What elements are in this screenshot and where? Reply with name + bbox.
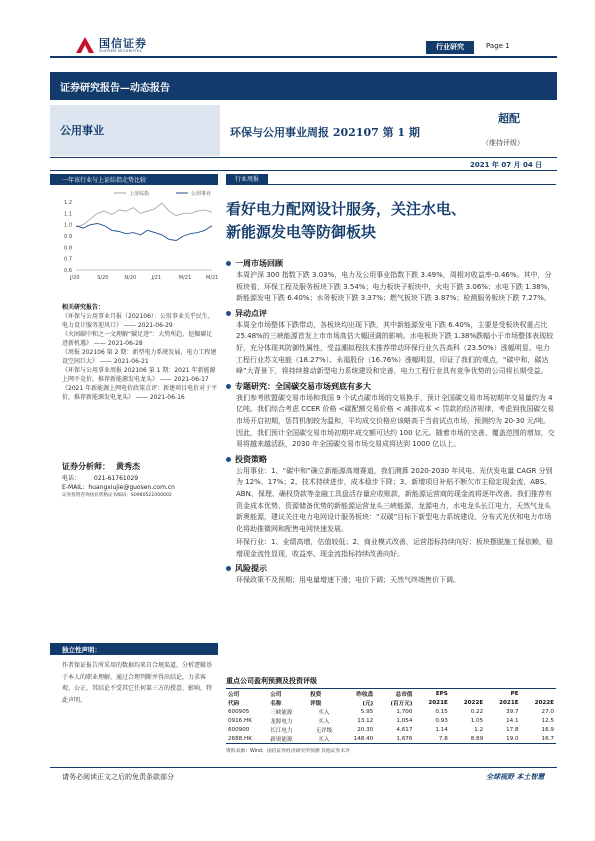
table-cell: 0.15 [435, 708, 448, 715]
related-report-date: 2021-06-21 [113, 358, 149, 365]
report-section [226, 258, 556, 305]
table-cell: 三峡能源 [270, 709, 293, 716]
disclaimer-heading: 独立性声明： [50, 643, 218, 655]
section-title: 一周市场回顾 [226, 258, 556, 269]
phone-label: 电话： [62, 475, 81, 482]
analyst-cert: 证券投资咨询执业资格证书编码：S0980521060002 [62, 493, 172, 498]
table-header-cell: 2021E [428, 699, 448, 706]
table-cell: 14.1 [506, 717, 519, 724]
analyst-phone: 021-61761029 [94, 475, 139, 482]
table-cell: 买入 [318, 718, 330, 725]
section-paragraph: 公用事业：1、“碳中和”确立新能源高增赛道，我们测算 2020-2030 年风电、光伏发电量 CAGR 分别为 12%、17%；2、技术持续进步，成本稳步下降；3、新增项目补贴不断欠市主稳定现金流，ABS、ABN、保理、确权贷款等金融工具盘活存量应收账款，新能源运营商的现金流将逐年改善。我们推荐有资金成本优势、资源储备优势的新能源运营龙头三峡能源、龙源电力，水电龙头长江电力，天然气龙头新奥能源，建议关注电力电网设计服务板块：“双碳”目标下新型电力系统建设、分布式光伏和电力市场化将助推微网和配售电网快速发展。 [236, 466, 553, 533]
page-number: Page 1 [486, 42, 510, 50]
x-tick-label: M/21 [206, 275, 219, 281]
table-header-cell: 2021E [499, 699, 519, 706]
related-reports [62, 303, 218, 402]
report-section [226, 308, 556, 378]
section-title: 风险提示 [226, 563, 556, 574]
report-body [226, 258, 556, 590]
related-report-item[interactable] [62, 312, 218, 330]
bullet-icon [226, 457, 231, 462]
table-header-cell: 名称 [270, 700, 282, 707]
related-heading: 相关研究报告： [62, 304, 105, 311]
y-tick-label: 0.6 [64, 268, 72, 274]
sidebar-chart-heading: 一年该行业与上证综指走势比较 [50, 174, 218, 185]
legend-utilities: 公用事业 [191, 191, 212, 197]
report-title: 环保与公用事业周报 202107 第 1 期 [230, 126, 420, 139]
section-title: 异动点评 [226, 308, 556, 319]
report-type-banner [50, 72, 557, 100]
separator-dash: —— [134, 394, 150, 401]
x-tick-label: N/20 [124, 275, 137, 281]
table-cell: 7.8 [438, 735, 448, 742]
table-cell: 8.89 [470, 735, 484, 742]
bullet-icon [226, 311, 231, 316]
table-cell: 0.22 [470, 708, 484, 715]
bullet-icon [226, 261, 231, 266]
bullet-icon [226, 384, 231, 389]
analyst-heading: 证券分析师： [62, 462, 110, 471]
table-cell: 17.8 [506, 726, 519, 733]
report-section [226, 381, 556, 451]
separator-dash: —— [122, 322, 138, 329]
section-paragraph: 我们参考欧盟碳交易市场和我国 9 个试点碳市场的交易换手，预计全国碳交易市场初期年交易量约为 4 亿吨。我们综合考虑 CCER 价格 <碳配额交易价格 < 减排成本 < 罚款的经济规律，考虑到我国碳交易市场开启初期，惩罚机制较为温和，平均成交价格应该略高于当前试点市场，预测约为 20-30 元/吨。因此，我们预计全国碳交易市场初期年成交额可达约 100 亿元。随着市场的完善、覆盖范围的增加，交易将越来越活跃，2030 年全国碳交易市场交易成将达到 1000 亿以上。 [236, 393, 555, 449]
table-cell: 0.93 [435, 717, 448, 724]
legend-shanghai: 上证综指 [129, 191, 150, 197]
table-header-cell: 公司 [228, 691, 240, 698]
table-header-cell: 2022E [534, 699, 554, 706]
table-cell: 600900 [228, 726, 250, 733]
table-cell: 0916.HK [228, 717, 252, 724]
logo-en-text: GUOSEN SECURITIES [99, 49, 142, 53]
table-header-cell [521, 689, 556, 698]
related-report-item[interactable] [62, 384, 218, 402]
headline-line2: 新能源发电等防御板块 [226, 223, 377, 241]
y-tick-label: 0.7 [64, 256, 72, 263]
section-paragraph: 环保行业：1、业绩高增，估值较低；2、商业模式改善，运营指标持续向好；板块摆脱施工保依赖，稳增现金流性显现，收益率、现金流指标持续改善向好。 [236, 538, 553, 558]
section-title: 专题研究：全国碳交易市场到底有多大 [226, 381, 556, 392]
table-header-cell: 公司 [270, 691, 282, 698]
table-cell: 1,054 [396, 717, 413, 724]
table-header-cell: 总市值 [395, 691, 413, 698]
table-cell: 1,676 [396, 735, 413, 742]
table-cell: 27.0 [541, 708, 554, 715]
header-rule [50, 56, 557, 58]
report-type: 证券研究报告—动态报告 [60, 83, 170, 94]
table-header-cell: 昨收盘 [356, 691, 374, 698]
table-header-cell: PE [510, 690, 519, 697]
x-tick-label: J/20 [70, 275, 80, 281]
table-header-row [226, 689, 556, 698]
table-header-row [226, 698, 556, 707]
related-report-title: 《周报 202106 第 2 期：新型电力系统发展，电力工程建设空间巨大》 [62, 349, 217, 365]
table-cell: 16.9 [541, 726, 554, 733]
table-cell: 13.12 [357, 717, 374, 724]
industry-name: 公用事业 [60, 124, 104, 137]
y-tick-label: 0.9 [64, 234, 72, 240]
related-report-title: 《火困碳中和之一文理解“碳足迹”：大势所趋，挖掘碳足迹新机遇》 [62, 331, 213, 347]
related-report-date: 2021-06-16 [149, 394, 185, 401]
report-tag: 行业周报 [226, 174, 268, 185]
table-row[interactable] [226, 734, 556, 743]
date-rule [50, 170, 557, 171]
bullet-icon [226, 566, 231, 571]
related-report-title: 《2021 年新能源上网电价政策点评：新建项目电价对于平价，推荐新能源发电龙头》 [62, 385, 218, 401]
email-label: E-MAIL: [62, 484, 85, 491]
table-title: 重点公司盈利预测及投资评级 [226, 677, 317, 685]
related-report-title: 《环保与公用事业周报 202106 第 1 期：2021 年新能源上网不竞价，推荐新能源发电龙头》 [62, 367, 216, 383]
table-header-cell: EPS [435, 690, 448, 697]
analyst-name: 黄秀杰 [116, 462, 140, 471]
analyst-block [62, 461, 222, 500]
table-cell: 600905 [228, 708, 250, 715]
analyst-email[interactable]: huangxiujie@guosen.com.cn [88, 484, 175, 491]
related-report-date: 2021-06-28 [107, 340, 143, 347]
disclaimer-text: 作者保证报告所采用的数据均来自合规渠道，分析逻辑基于本人的职业理解，通过合理判断并得出结论，力求客观、公正，其结论不受其它任何第三方的授意、影响，特此声明。 [62, 662, 213, 704]
table-cell: 无评级 [315, 727, 333, 734]
section-title: 投资策略 [226, 454, 556, 465]
table-header-cell: 2022E [463, 699, 484, 706]
table-cell: 1,700 [396, 708, 413, 715]
rating: 超配 [498, 112, 520, 125]
table-row[interactable] [226, 725, 556, 734]
table-cell: 买入 [318, 736, 330, 743]
x-tick-label: M/21 [178, 275, 192, 281]
title-rule [50, 157, 557, 158]
logo-cn-text: 国信证券 [99, 37, 147, 50]
table-cell: 12.5 [541, 717, 554, 724]
company-logo [74, 33, 162, 57]
tag-rule [268, 184, 556, 185]
table-cell: 148.40 [353, 735, 374, 742]
table-cell: 1.14 [435, 726, 448, 733]
section-paragraph: 本周沪深 300 指数下跌 3.03%，电力及公用事业指数下跌 3.49%，周相对收益率-0.46%。其中，分板块看，环保工程及服务板块下跌 3.54%；电力板块子板块中，火电下跌 3.06%；水电下跌 1.38%，新能源发电下跌 6.40%；水务板块下跌 3.37%；燃气板块下跌 3.87%；检测服务板块下跌 7.27%。 [236, 271, 555, 303]
footer-slogan: 全球视野 本土智慧 [486, 772, 545, 781]
report-section [226, 563, 556, 587]
table-header-cell: (百万元) [390, 700, 413, 707]
table-cell: 4,617 [396, 726, 413, 733]
headline-line1: 看好电力配网设计服务，关注水电、 [226, 200, 467, 218]
table-cell: 1.05 [470, 717, 484, 724]
series-line [76, 224, 212, 241]
y-tick-label: 1.1 [64, 211, 72, 218]
related-report-title: 《环保与公用事业月报（202106）：公用事业关乎民生，电力设计服务迎风口》 [62, 313, 214, 329]
related-report-item[interactable] [62, 348, 218, 366]
footer-disclaimer: 请务必阅读正文之后的免责条款部分 [62, 773, 174, 781]
section-paragraph: 本周全市场整体下跌带动，各板块均出现下跌，其中新能源发电下跌 6.40%，主要是受板块权重占比 25.48%的三峡能源首发上市市场高估大幅回调的影响。水电板块下跌 1.38%跌幅小于市场整体表现较好，充分体现其防御性属性，受益潮拟程技术推荐带动环保行业久吾高科（23.50%）涨幅明显。电力工程行业苏文电能（18.27%）、永福股份（16.76%）涨幅明显，印证了我们的观点，“碳中和，碳达峰”大背景下，将持续推动新型电力系统建设和完善，电力工程行业具有竞争优势的公司将长期受益。 [236, 320, 554, 376]
table-cell: 龙源电力 [270, 718, 293, 725]
report-date: 2021 年 07 月 04 日 [470, 161, 543, 169]
rating-note: （维持评级） [482, 139, 524, 147]
trend-chart [52, 188, 220, 290]
table-source: 资料来源：Wind、国信证券经济研究所预测 其他证券未评 [226, 749, 350, 754]
x-tick-label: J/21 [151, 275, 162, 281]
report-section [226, 454, 556, 561]
table-header-cell [450, 689, 485, 698]
table-header-cell: (元) [362, 700, 374, 707]
y-tick-label: 0.8 [64, 245, 72, 252]
table-cell: 新奥能源 [270, 736, 293, 743]
table-cell: 39.7 [506, 708, 519, 715]
table-cell: 20.30 [357, 726, 374, 733]
section-paragraph: 环保政策不及预期；用电量增速下滑；电价下调；天然气终端售价下调。 [236, 576, 460, 585]
table-header-cell: 投资 [310, 691, 322, 698]
table-cell: 16.7 [541, 735, 554, 742]
related-report-date: 2021-06-17 [173, 376, 209, 383]
table-cell: 5.95 [360, 708, 374, 715]
table-cell: 2688.HK [228, 735, 252, 742]
table-cell: 买入 [318, 709, 330, 716]
related-report-item[interactable] [62, 330, 218, 348]
industry-label [50, 105, 220, 156]
related-report-date: 2021-06-29 [137, 322, 173, 329]
headline [226, 198, 556, 244]
table-cell: 1.2 [474, 726, 484, 733]
table-cell: 长江电力 [270, 727, 293, 734]
y-tick-label: 1.0 [64, 222, 72, 229]
x-tick-label: S/20 [97, 275, 109, 281]
category-badge: 行业研究 [426, 41, 474, 54]
table-header-cell: 评级 [310, 700, 322, 707]
forecast-table-block [226, 676, 556, 754]
table-cell: 19.0 [506, 735, 519, 742]
related-report-item[interactable] [62, 366, 218, 384]
separator-dash: —— [158, 376, 174, 383]
table-row[interactable] [226, 707, 556, 716]
table-header-cell: 代码 [228, 700, 240, 707]
footer-rule [50, 767, 557, 768]
separator-dash: —— [92, 340, 108, 347]
separator-dash: —— [98, 358, 114, 365]
table-row[interactable] [226, 716, 556, 725]
y-tick-label: 1.2 [64, 200, 72, 206]
forecast-table [226, 689, 556, 743]
